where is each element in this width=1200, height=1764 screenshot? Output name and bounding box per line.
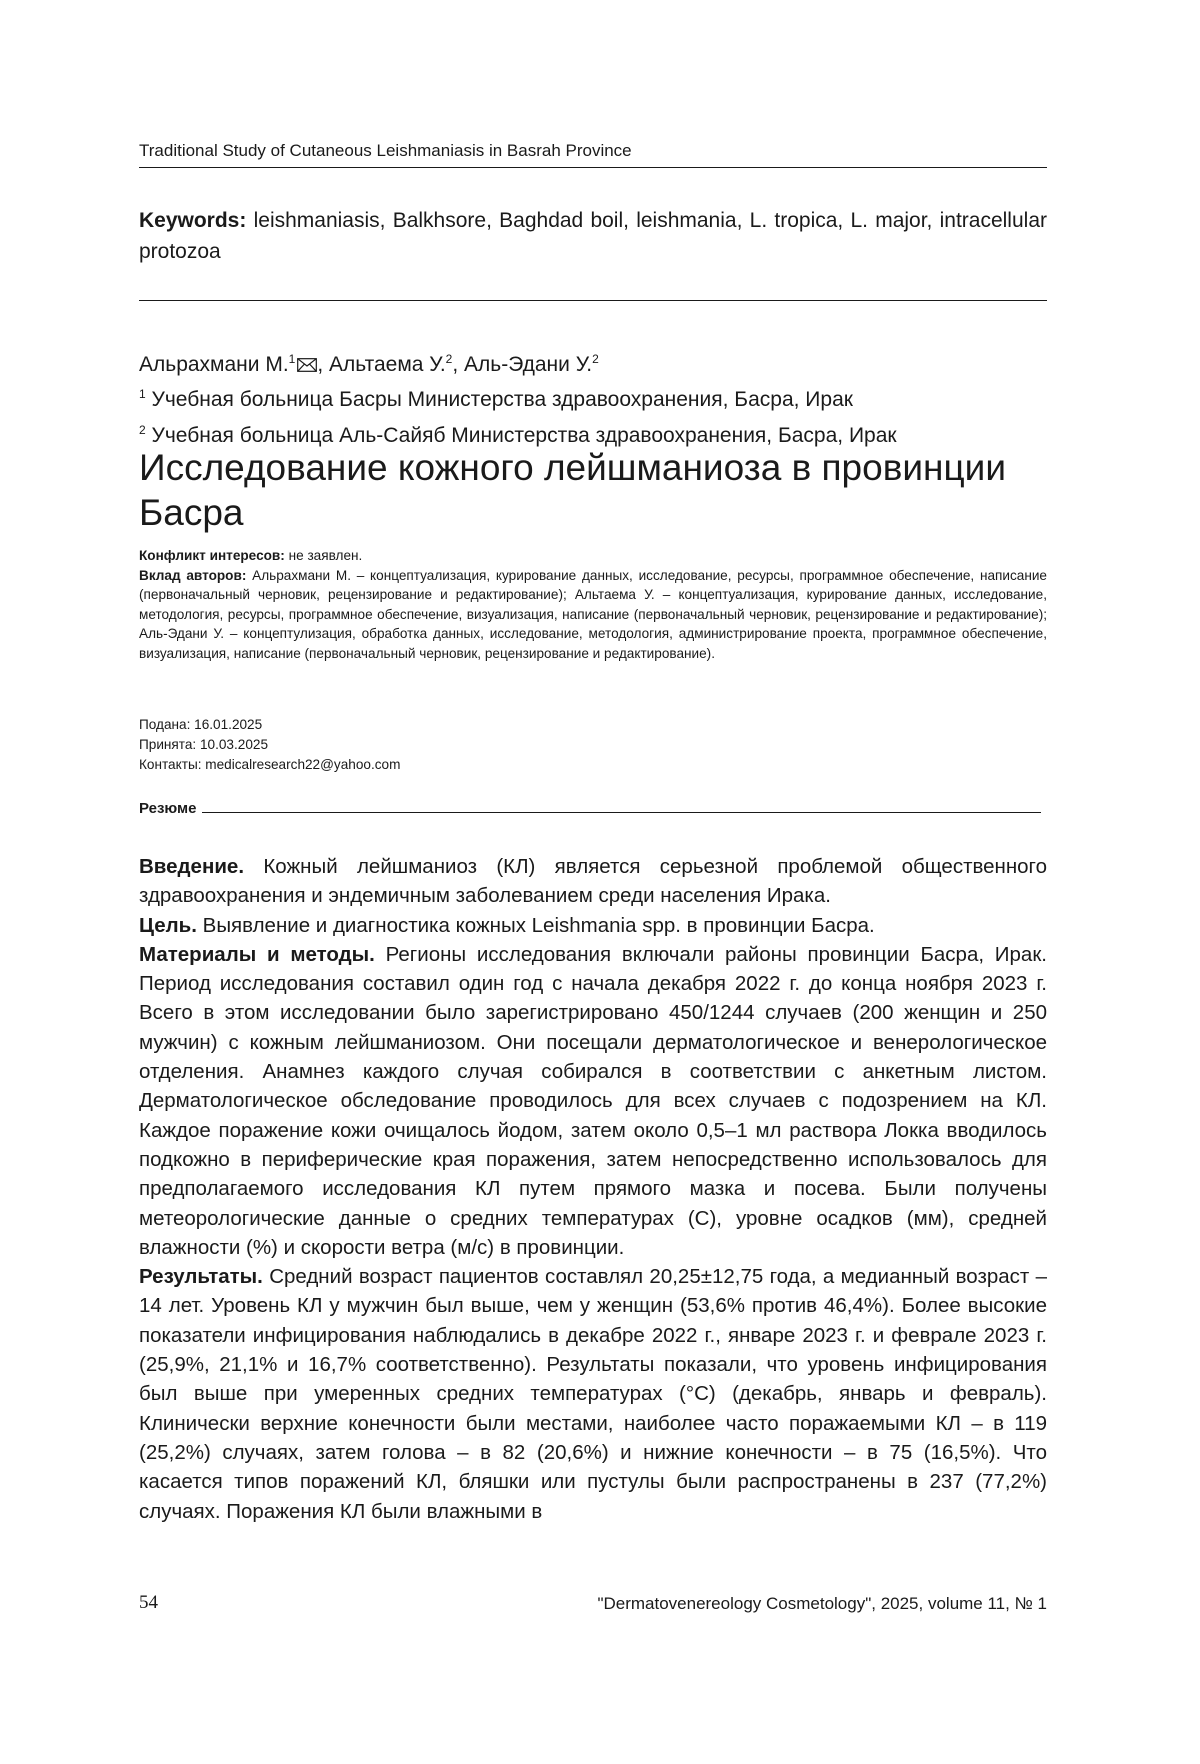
abstract-intro: Введение. Кожный лейшманиоз (КЛ) является серьезной проблемой общественного здравоохранения и эндемичным заболеванием среди населения Ирака. — [139, 855, 1047, 908]
resume-rule — [202, 812, 1041, 813]
running-head: Traditional Study of Cutaneous Leishmaniasis in Basrah Province — [139, 141, 1047, 168]
abstract — [139, 852, 1047, 1526]
article-dates — [139, 715, 1047, 775]
abstract-methods: Материалы и методы. Регионы исследования включали районы провинции Басра, Ирак. Период исследования составил один год с начала декабря 2022 г. до конца ноября 2023 г. Всего в этом исследовании было зарегистрировано 450/1244 случаев (200 женщин и 250 мужчин) с кожным лейшманиозом. Они посещали дерматологическое и венерологическое отделения. Анамнез каждого случая собирался в соответствии с анкетным листом. Дерматологическое обследование проводилось для всех случаев с подозрением на КЛ. Каждое поражение кожи очищалось йодом, затем около 0,5–1 мл раствора Локка вводилось подкожно в периферические края поражения, затем непосредственно использовалось для предполагаемого исследования КЛ путем прямого мазка и посева. Были получены метеорологические данные о средних температурах (С), уровне осадков (мм), средней влажности (%) и скорости ветра (м/с) в провинции. — [139, 942, 1047, 1259]
author-line — [139, 345, 1047, 379]
keywords-label: Keywords: — [139, 209, 247, 232]
article-meta — [139, 546, 1047, 663]
author-contribution: Вклад авторов: Альрахмани М. – концептуализация, курирование данных, исследование, ресурсы, программное обеспечение, написание (первоначальный черновик, рецензирование и редактирование); Альтаема У. – концептуализация, курирование данных, исследование, методология, ресурсы, программное обеспечение, визуализация, написание (первоначальный черновик, рецензирование и редактирование); Аль-Эдани У. – концептулизация, обработка данных, исследование, методология, администрирование проекта, программное обеспечение, визуализация, написание (первоначальный черновик, рецензирование и редактирование). — [139, 567, 1047, 661]
author-1-sup: 1 — [288, 352, 296, 366]
author-2-sup: 2 — [445, 352, 453, 366]
submitted-date: Подана: 16.01.2025 — [139, 717, 263, 732]
resume-label: Резюме — [139, 800, 197, 817]
journal-footer: "Dermatovenereology Cosmetology", 2025, volume 11, № 1 — [597, 1594, 1047, 1613]
divider — [139, 300, 1047, 301]
author-2: , Альтаема У. — [317, 353, 446, 376]
abstract-results: Результаты. Средний возраст пациентов составлял 20,25±12,75 года, а медианный возраст – 14 лет. Уровень КЛ у мужчин был выше, чем у женщин (53,6% против 46,4%). Более высокие показатели инфицирования наблюдались в декабре 2022 г., январе 2023 г. и феврале 2023 г. (25,9%, 21,1% и 16,7% соответственно). Результаты показали, что уровень инфицирования был выше при умеренных средних температурах (°С) (декабрь, январь и февраль). Клинически верхние конечности были местами, наиболее часто поражаемыми КЛ – в 119 (25,2%) случаях, затем голова – в 82 (20,6%) и нижние конечности – в 75 (16,5%). Что касается типов поражений КЛ, бляшки или пустулы были распространены в 237 (77,2%) случаях. Поражения КЛ были влажными в — [139, 1265, 1047, 1523]
article-title: Исследование кожного лейшманиоза в провинции Басра — [139, 447, 1006, 533]
author-3-sup: 2 — [592, 352, 599, 366]
resume-heading — [139, 800, 1047, 817]
conflict-of-interest: Конфликт интересов: не заявлен. — [139, 548, 363, 563]
author-1: Альрахмани М. — [139, 353, 289, 376]
affiliation-2: $^2$ Учебная больница Аль-Сайяб Министерства здравоохранения, Басра, Ирак — [139, 423, 897, 447]
keywords — [139, 205, 1047, 267]
affiliation-1: $^1$ Учебная больница Басры Министерства здравоохранения, Басра, Ирак — [139, 387, 853, 411]
contacts: Контакты: medicalresearch22@yahoo.com — [139, 757, 401, 772]
abstract-aim: Цель. Выявление и диагностика кожных Leishmania spp. в провинции Басра. — [139, 913, 875, 937]
page-number: 54 — [139, 1592, 158, 1613]
author-3: , Аль-Эдани У. — [452, 353, 593, 376]
authors-block — [139, 345, 1047, 451]
envelope-icon — [297, 358, 317, 372]
keywords-text: leishmaniasis, Balkhsore, Baghdad boil, leishmania, L. tropica, L. major, intracellular protozoa — [139, 209, 1047, 263]
accepted-date: Принята: 10.03.2025 — [139, 737, 269, 752]
